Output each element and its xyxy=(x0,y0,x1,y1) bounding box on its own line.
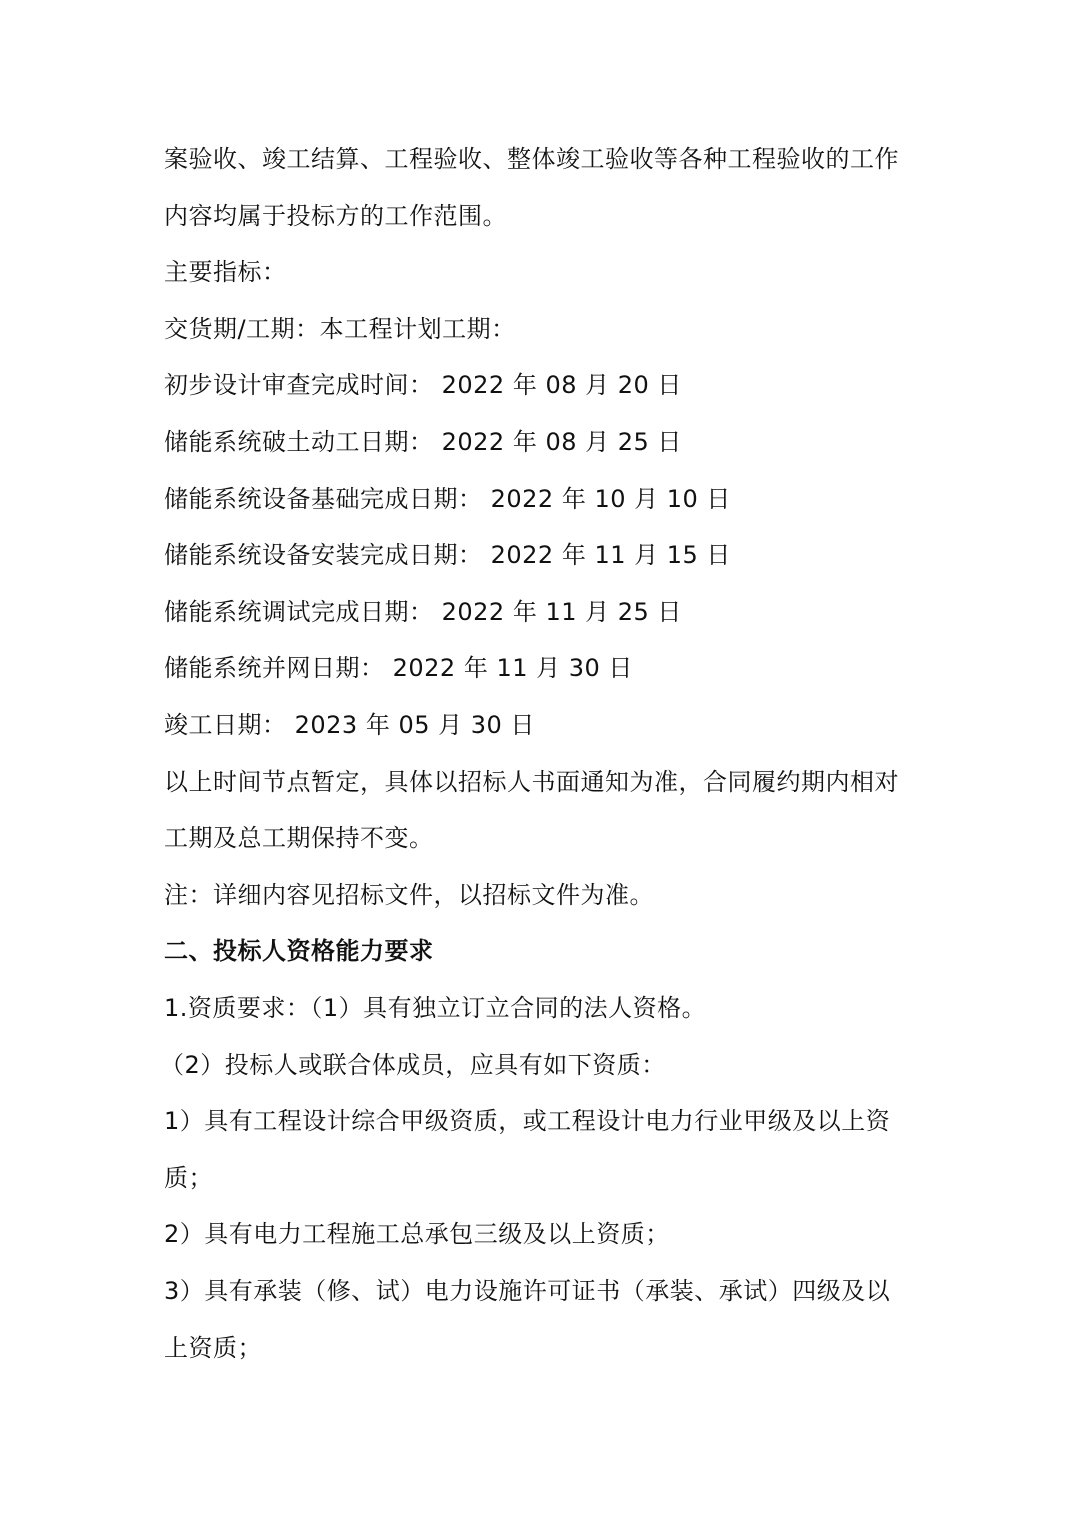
schedule-line: 储能系统设备基础完成日期： 2022 年 10 月 10 日 xyxy=(164,485,731,513)
text-line: 内容均属于投标方的工作范围。 xyxy=(164,202,507,230)
requirement-line: 1）具有工程设计综合甲级资质，或工程设计电力行业甲级及以上资 xyxy=(164,1107,891,1135)
text-line: 主要指标： xyxy=(164,258,287,286)
schedule-line: 初步设计审查完成时间： 2022 年 08 月 20 日 xyxy=(164,371,682,399)
requirement-line: 1.资质要求：（1）具有独立订立合同的法人资格。 xyxy=(164,994,707,1022)
text-line: 工期及总工期保持不变。 xyxy=(164,824,434,852)
note-line: 注：详细内容见招标文件，以招标文件为准。 xyxy=(164,881,654,909)
section-heading: 二、投标人资格能力要求 xyxy=(164,937,434,965)
schedule-line: 储能系统调试完成日期： 2022 年 11 月 25 日 xyxy=(164,598,682,626)
requirement-line: 上资质； xyxy=(164,1334,262,1362)
requirement-line: （2）投标人或联合体成员，应具有如下资质： xyxy=(160,1051,666,1079)
requirement-line: 2）具有电力工程施工总承包三级及以上资质； xyxy=(164,1220,670,1248)
schedule-line: 储能系统并网日期： 2022 年 11 月 30 日 xyxy=(164,654,633,682)
text-line: 交货期/工期：本工程计划工期： xyxy=(164,315,516,343)
text-line: 案验收、竣工结算、工程验收、整体竣工验收等各种工程验收的工作 xyxy=(164,145,899,173)
text-line: 以上时间节点暂定，具体以招标人书面通知为准，合同履约期内相对 xyxy=(164,768,899,796)
requirement-line: 质； xyxy=(164,1164,213,1192)
schedule-line: 储能系统设备安装完成日期： 2022 年 11 月 15 日 xyxy=(164,541,731,569)
schedule-line: 储能系统破土动工日期： 2022 年 08 月 25 日 xyxy=(164,428,682,456)
requirement-line: 3）具有承装（修、试）电力设施许可证书（承装、承试）四级及以 xyxy=(164,1277,891,1305)
schedule-line: 竣工日期： 2023 年 05 月 30 日 xyxy=(164,711,535,739)
